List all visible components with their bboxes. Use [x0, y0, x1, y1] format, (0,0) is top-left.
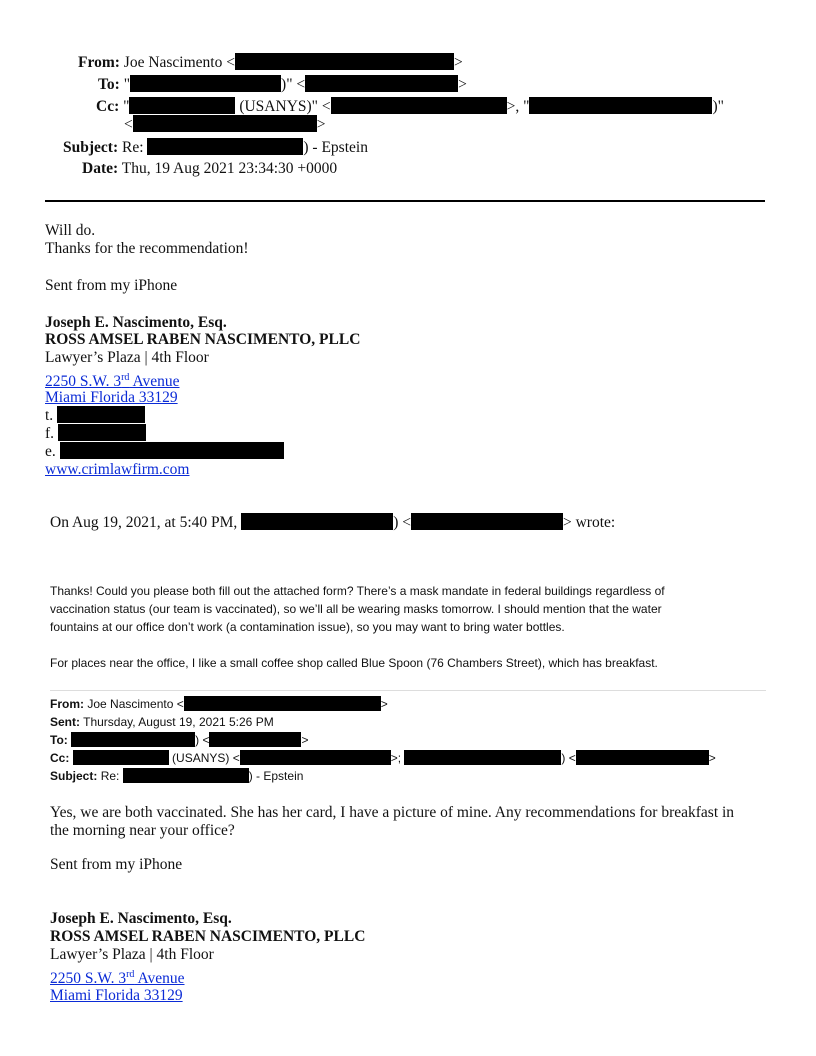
- signature-name: Joseph E. Nascimento, Esq.: [45, 314, 227, 331]
- quote-intro: On Aug 19, 2021, at 5:40 PM, ) < > wrote:: [50, 514, 616, 531]
- redaction: [240, 750, 391, 765]
- redaction: [123, 768, 249, 783]
- reply-text: the morning near your office?: [50, 822, 235, 839]
- quoted-cc: Cc: (USANYS) < >; ) < >: [50, 751, 716, 765]
- cc-row: Cc: " (USANYS)" < >, " )": [96, 98, 724, 115]
- signature-office: Lawyer’s Plaza | 4th Floor: [45, 349, 209, 366]
- redaction: [57, 406, 145, 423]
- redaction: [235, 53, 454, 70]
- to-row: To: " )" < >: [98, 76, 467, 93]
- redaction: [576, 750, 709, 765]
- redaction: [209, 732, 301, 747]
- redaction: [411, 513, 563, 530]
- signature-office: Lawyer’s Plaza | 4th Floor: [50, 946, 214, 963]
- signature-name: Joseph E. Nascimento, Esq.: [50, 910, 232, 927]
- quote-text: fountains at our office don’t work (a contamination issue), so you may want to bring water bottles.: [50, 620, 565, 634]
- address-link[interactable]: 2250 S.W. 3rd Avenue: [50, 969, 185, 988]
- redaction: [133, 115, 317, 132]
- redaction: [305, 75, 458, 92]
- body-text: Will do.: [45, 222, 96, 239]
- date-row: Date: Thu, 19 Aug 2021 23:34:30 +0000: [82, 160, 338, 177]
- divider: [50, 690, 766, 691]
- body-text: Thanks for the recommendation!: [45, 240, 249, 257]
- divider: [45, 200, 765, 202]
- city-link[interactable]: Miami Florida 33129: [50, 987, 183, 1004]
- from-row: From: Joe Nascimento < >: [78, 54, 463, 71]
- redaction: [529, 97, 712, 114]
- quoted-subject: Subject: Re: ) - Epstein: [50, 769, 304, 783]
- redaction: [331, 97, 507, 114]
- redaction: [147, 138, 303, 155]
- redaction: [60, 442, 284, 459]
- email-row: e.: [45, 442, 284, 461]
- cc-row-cont: < >: [124, 116, 326, 133]
- redaction: [241, 513, 393, 530]
- phone-row: t.: [45, 406, 145, 425]
- redaction: [129, 97, 235, 114]
- quote-text: For places near the office, I like a small coffee shop called Blue Spoon (76 Chambers Street), which has breakfast.: [50, 656, 658, 670]
- quoted-from: From: Joe Nascimento < >: [50, 697, 388, 711]
- redaction: [71, 732, 195, 747]
- address-link[interactable]: 2250 S.W. 3rd Avenue: [45, 372, 180, 391]
- redaction: [58, 424, 146, 441]
- quote-text: Thanks! Could you please both fill out the attached form? There’s a mask mandate in federal buildings regardless of: [50, 584, 665, 598]
- redaction: [404, 750, 561, 765]
- sent-from: Sent from my iPhone: [50, 856, 183, 873]
- subject-row: Subject: Re: ) - Epstein: [63, 139, 368, 156]
- city-link[interactable]: Miami Florida 33129: [45, 389, 178, 406]
- redaction: [184, 696, 381, 711]
- quoted-to: To: ) < >: [50, 733, 309, 747]
- quote-text: vaccination status (our team is vaccinated), so we’ll all be wearing masks tomorrow. I should mention that the water: [50, 602, 662, 616]
- sent-from: Sent from my iPhone: [45, 277, 178, 294]
- website-link[interactable]: www.crimlawfirm.com: [45, 461, 190, 478]
- quoted-sent: Sent: Thursday, August 19, 2021 5:26 PM: [50, 715, 274, 729]
- signature-firm: ROSS AMSEL RABEN NASCIMENTO, PLLC: [50, 928, 366, 945]
- reply-text: Yes, we are both vaccinated. She has her card, I have a picture of mine. Any recommendations for breakfast in: [50, 804, 735, 821]
- fax-row: f.: [45, 424, 146, 443]
- signature-firm: ROSS AMSEL RABEN NASCIMENTO, PLLC: [45, 331, 361, 348]
- redaction: [130, 75, 281, 92]
- redaction: [73, 750, 169, 765]
